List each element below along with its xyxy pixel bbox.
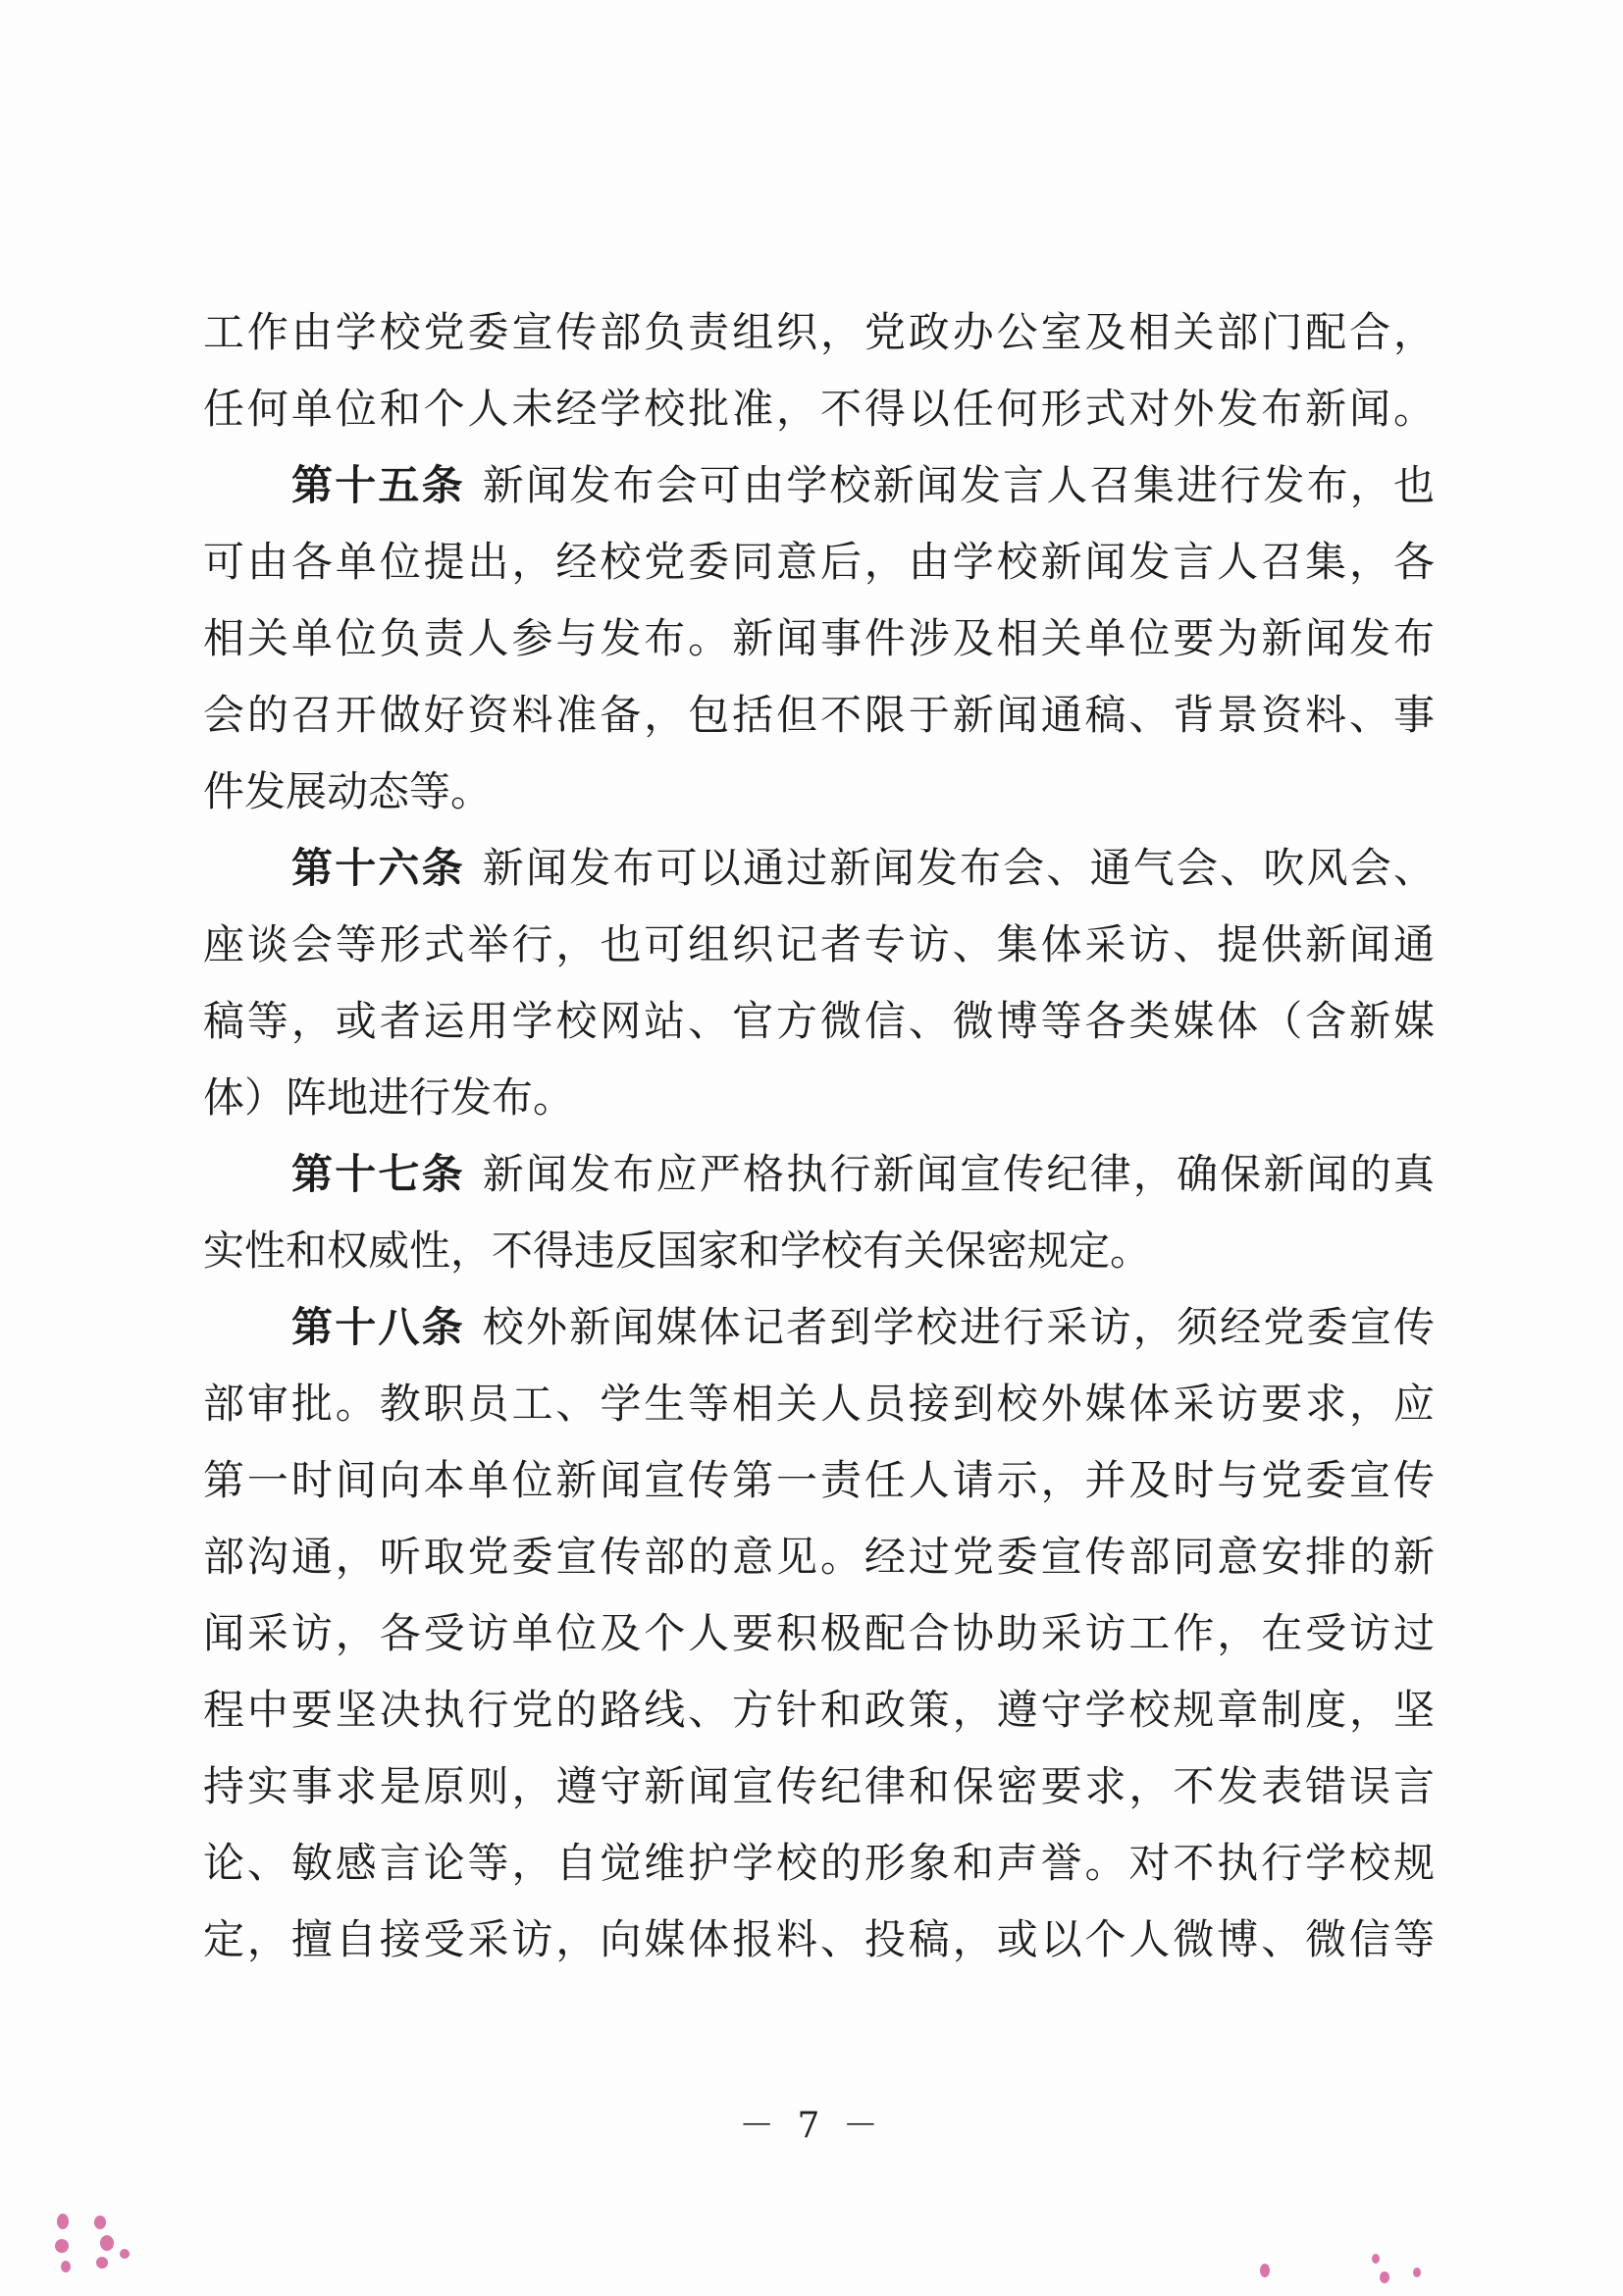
text-line: 论、敏感言论等，自觉维护学校的形象和声誉。对不执行学校规 xyxy=(203,1839,1435,1887)
text-line: 件发展动态等。 xyxy=(203,767,493,815)
seal-ink-left xyxy=(51,2206,139,2284)
text-line: 体）阵地进行发布。 xyxy=(203,1073,575,1122)
article-fifteen-line xyxy=(203,447,1435,524)
text-line: 实性和权威性，不得违反国家和学校有关保密规定。 xyxy=(203,1226,1152,1275)
text-line: 第一时间向本单位新闻宣传第一责任人请示，并及时与党委宣传 xyxy=(203,1456,1435,1504)
text-line: 部沟通，听取党委宣传部的意见。经过党委宣传部同意安排的新 xyxy=(203,1533,1435,1581)
article-seventeen-line xyxy=(203,1136,1435,1213)
text-line: 新闻发布应严格执行新闻宣传纪律，确保新闻的真 xyxy=(482,1150,1435,1198)
text-line: 部审批。教职员工、学生等相关人员接到校外媒体采访要求，应 xyxy=(203,1380,1435,1428)
article-number: 第十七条 xyxy=(291,1150,465,1198)
article-sixteen-line xyxy=(203,830,1435,907)
text-line: 程中要坚决执行党的路线、方针和政策，遵守学校规章制度，坚 xyxy=(203,1686,1435,1734)
article-number: 第十五条 xyxy=(291,461,465,509)
page-number: － 7 － xyxy=(739,2106,884,2146)
article-number: 第十八条 xyxy=(291,1303,465,1351)
text-line: 任何单位和个人未经学校批准，不得以任何形式对外发布新闻。 xyxy=(203,385,1435,433)
text-line: 新闻发布可以通过新闻发布会、通气会、吹风会、 xyxy=(482,844,1435,892)
text-line: 定，擅自接受采访，向媒体报料、投稿，或以个人微博、微信等 xyxy=(203,1915,1435,1963)
text-line: 稿等，或者运用学校网站、官方微信、微博等各类媒体（含新媒 xyxy=(203,997,1435,1045)
seal-ink-right xyxy=(1256,2242,1452,2291)
article-eighteen-line xyxy=(203,1289,1435,1366)
text-line: 校外新闻媒体记者到学校进行采访，须经党委宣传 xyxy=(482,1303,1435,1351)
text-line: 工作由学校党委宣传部负责组织，党政办公室及相关部门配合， xyxy=(203,308,1435,356)
document-body xyxy=(203,294,1435,1978)
text-line: 相关单位负责人参与发布。新闻事件涉及相关单位要为新闻发布 xyxy=(203,614,1435,662)
text-line: 座谈会等形式举行，也可组织记者专访、集体采访、提供新闻通 xyxy=(203,920,1435,968)
text-line: 会的召开做好资料准备，包括但不限于新闻通稿、背景资料、事 xyxy=(203,691,1435,739)
text-line: 持实事求是原则，遵守新闻宣传纪律和保密要求，不发表错误言 xyxy=(203,1762,1435,1810)
text-line: 可由各单位提出，经校党委同意后，由学校新闻发言人召集，各 xyxy=(203,538,1435,586)
text-line: 闻采访，各受访单位及个人要积极配合协助采访工作，在受访过 xyxy=(203,1609,1435,1657)
article-number: 第十六条 xyxy=(291,844,465,892)
text-line: 新闻发布会可由学校新闻发言人召集进行发布，也 xyxy=(482,461,1435,509)
